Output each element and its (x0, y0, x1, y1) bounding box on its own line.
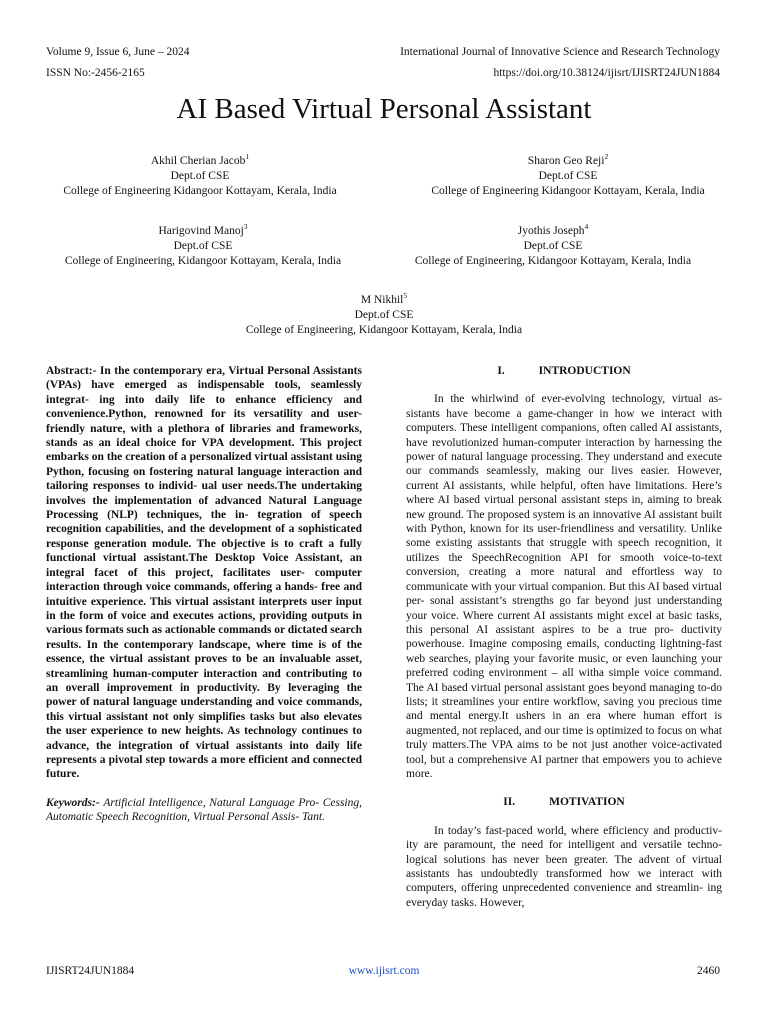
journal-name: International Journal of Innovative Science and Research Technology (400, 46, 720, 58)
abstract: Abstract:- In the contemporary era, Virtual Personal Assistants (VPAs) have emerged as indispensable tools, seamlessly integrat- ing into daily life to enhance efficiency and convenience.Python, renowned for its versatility and user-friendly nature, with a plethora of libraries and frameworks, stands as an ideal choice for VPA development. This project embarks on the creation of a personalized virtual assistant using Python, focusing on fostering natural language interaction and tailoring responses to individ- ual user needs.The undertaking involves the implementation of advanced Natural Language Processing (NLP) techniques, the in- tegration of speech recognition capabilities, and the development of a sophisticated response generation module. The objective is to craft a fully functional virtual assistant.The Desktop Voice Assistant, an integral facet of this project, facilitates user- computer interaction through voice commands, offering a hands- free and intuitive experience. This virtual assistant interprets user input in the form of voice and executes actions, providing outputs in various formats such as actionable commands or dictated search results. In the contemporary landscape, where time is of the essence, the virtual assistant proves to be an invaluable asset, streamlining human-computer interaction and contributing to an overall improvement in productivity. By leveraging the power of natural language understanding and voice commands, this virtual assistant not only simplifies tasks but also elevates the user experience to new heights. As technology continues to advance, the integration of virtual assistants into daily life represents a pivotal step towards a more efficient and connected future. (46, 365, 362, 781)
author-dept: Dept.of CSE (173, 240, 233, 252)
author-name: Akhil Cherian Jacob$^1$ (150, 152, 250, 167)
right-column (406, 364, 722, 910)
author-dept: Dept.of CSE (523, 240, 583, 252)
author-dept: Dept.of CSE (354, 309, 414, 321)
doi-link[interactable]: https://doi.org/10.38124/ijisrt/IJISRT24JUN1884 (493, 67, 720, 79)
author-block-3 (0, 224, 406, 269)
author-affiliation: College of Engineering Kidangoor Kottayam, Kerala, India (431, 185, 705, 197)
author-block-1 (0, 154, 400, 199)
author-block-2 (388, 154, 748, 199)
volume-issue: Volume 9, Issue 6, June – 2024 (46, 46, 190, 58)
author-block-4 (380, 224, 726, 269)
paper-title: AI Based Virtual Personal Assistant (176, 93, 592, 125)
introduction-text: In the whirlwind of ever-evolving technology, virtual as- sistants have become a game-changer in how we interact with computers. These intelligent companions, often called AI assistants, have revolutionized human-computer interaction by harnessing the power of natural language processing. They understand and execute our commands seamlessly, making our lives easier. However, current AI assistants, while helpful, often have limitations. Here’s where AI based virtual personal assistant steps in, aiming to break new ground. The proposed system is an innovative AI assistant built with Python, known for its user-friendliness and versatility. Unlike some existing assistants that struggle with speech recognition, it utilizes the SpeechRecognition API for smooth voice-to-text conversion, creating a more natural and effortless way to communicate with your virtual companion. But this AI based virtual per- sonal assistant’s strengths go far beyond just understanding your voice. Where current AI assistants might excel at basic tasks, this personal AI assistant aspires to be a true pro- ductivity powerhouse. Imagine composing emails, conducting lightning-fast web searches, playing your favorite music, or even launching your preferred coding environment – all witha simple voice command. The AI based virtual personal assistant goes beyond managing to-do lists; it streamlines your entire workflow, saving you precious time and mental energy.It ushers in an era where human effort is augmented, not replaced, and our time is optimized to focus on what truly matters.The VPA aims to be not just another voice-activated tool, but a comprehensive AI partner that empowers you to achieve more. (406, 393, 722, 780)
keywords-text: Artificial Intelligence, Natural Language Pro- Cessing, Automatic Speech Recognition, Virtual Personal Assis- Tant. (46, 796, 362, 824)
footer-website-link[interactable]: www.ijisrt.com (348, 965, 420, 977)
author-affiliation: College of Engineering, Kidangoor Kottayam, Kerala, India (64, 255, 342, 267)
author-name: Sharon Geo Reji$^2$ (527, 152, 609, 167)
issn: ISSN No:-2456-2165 (46, 67, 145, 79)
author-block-5 (0, 293, 768, 338)
keywords-label: Keywords:- (46, 796, 100, 809)
author-affiliation: College of Engineering, Kidangoor Kottayam, Kerala, India (245, 324, 523, 336)
author-affiliation: College of Engineering Kidangoor Kottayam, Kerala, India (63, 185, 337, 197)
left-column (46, 364, 362, 825)
author-dept: Dept.of CSE (170, 170, 230, 182)
section-heading-introduction: I. INTRODUCTION (497, 365, 631, 377)
author-name: Jyothis Joseph$^4$ (517, 222, 589, 237)
footer-article-id: IJISRT24JUN1884 (46, 965, 135, 977)
page-number: 2460 (697, 965, 720, 977)
keywords (46, 796, 362, 825)
author-affiliation: College of Engineering, Kidangoor Kottayam, Kerala, India (414, 255, 692, 267)
author-name: Harigovind Manoj$^3$ (158, 222, 248, 237)
author-name: M Nikhil$^5$ (360, 291, 408, 306)
motivation-text: In today’s fast-paced world, where efficiency and productiv- ity are paramount, the need for intelligent and versatile techno- logical solutions has never been greater. The advent of virtual assistants has undoubtedly transformed how we interact with computers, offering unprecedented convenience and streamlin- ing everyday tasks. However, (406, 824, 722, 909)
author-dept: Dept.of CSE (538, 170, 598, 182)
section-heading-motivation: II. MOTIVATION (503, 796, 625, 809)
